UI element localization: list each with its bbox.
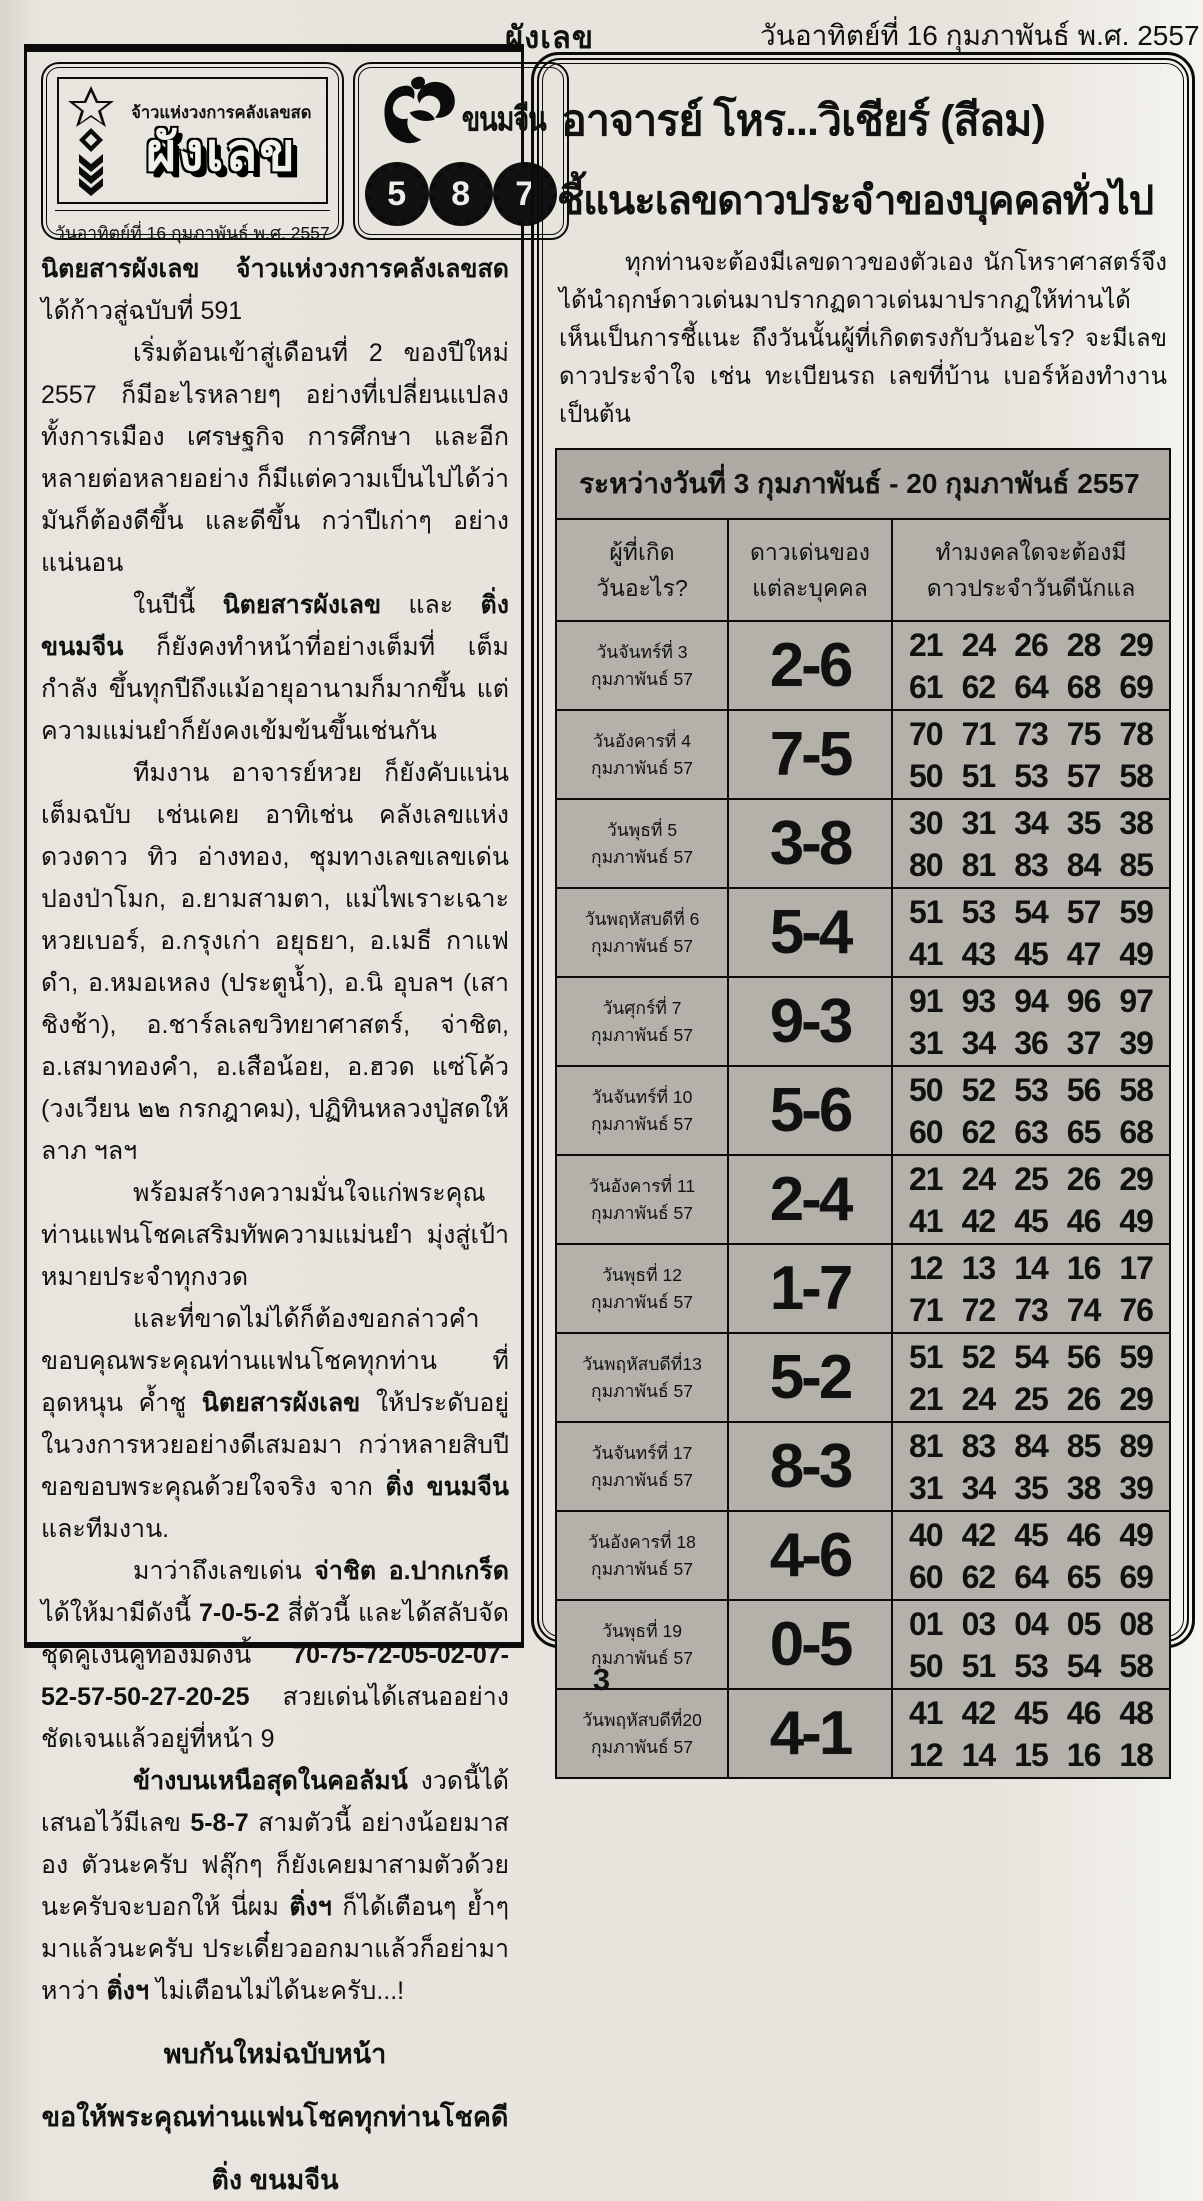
lucky-numbers-cell: 91 93 94 96 97 31 34 36 37 39 [909,982,1153,1061]
birthday-cell: วันพฤหัสบดีที่20 กุมภาพันธ์ 57 [582,1709,702,1757]
editorial-article [41,248,509,2012]
table-row [557,800,1169,889]
star-number-table [555,448,1171,1779]
lucky-numbers-cell: 21 24 25 26 29 41 42 45 46 49 [909,1160,1153,1239]
col-header-star-pair: ดาวเด่นของ แต่ละบุคคล [727,520,893,620]
gear-number: 5 [365,162,429,226]
table-row [557,1245,1169,1334]
lucky-numbers-cell: 41 42 45 46 48 12 14 15 16 18 [909,1694,1153,1773]
magazine-brand-box [57,77,328,204]
table-row [557,1690,1169,1777]
star-pair-cell: 5-2 [727,1334,893,1421]
table-row [557,889,1169,978]
page-header-date: วันอาทิตย์ที่ 16 กุมภาพันธ์ พ.ศ. 2557 [760,20,1200,51]
star-pair-cell: 3-8 [727,800,893,887]
birthday-cell: วันพุธที่ 5 กุมภาพันธ์ 57 [590,819,693,867]
lucky-numbers-cell: 30 31 34 35 38 80 81 83 84 85 [909,804,1153,883]
magazine-logo-box [41,62,344,243]
star-pair-cell: 4-1 [727,1690,893,1777]
birthday-cell: วันพฤหัสบดีที่13 กุมภาพันธ์ 57 [582,1353,702,1401]
birthday-cell: วันอังคารที่ 18 กุมภาพันธ์ 57 [588,1531,696,1579]
article-paragraph: นิตยสารผังเลข จ้าวแห่งวงการคลังเลขสด ได้ก้าวสู่ฉบับที่ 591 [41,255,509,325]
lucky-numbers-cell: 81 83 84 85 89 31 34 35 38 39 [909,1427,1153,1506]
birthday-cell: วันพุธที่ 19 กุมภาพันธ์ 57 [590,1620,693,1668]
star-pair-cell: 8-3 [727,1423,893,1510]
lucky-numbers-cell: 40 42 45 46 49 60 62 64 65 69 [909,1516,1153,1595]
left-column [24,44,546,2195]
article-paragraph: พร้อมสร้างความมั่นใจแก่พระคุณท่านแฟนโชคเสริมทัพความแม่นยำ มุ่งสู่เป้าหมายประจำทุกงวด [41,1179,509,1291]
closing-line: ขอให้พระคุณท่านแฟนโชคทุกท่านโชคดี [41,2102,509,2132]
gear-number: 7 [493,162,557,226]
table-row [557,711,1169,800]
table-row [557,1156,1169,1245]
star-pair-cell: 7-5 [727,711,893,798]
mascot-icon [376,75,460,162]
article-paragraph: เริ่มต้อนเข้าสู่เดือนที่ 2 ของปีใหม่ 2557 ก็มีอะไรหลายๆ อย่างที่เปลี่ยนแปลง ทั้งการเมือง เศรษฐกิจ การศึกษา และอีกหลายต่อหลายอย่าง ก็มีแต่ความเป็นไปได้ว่ามันก็ต้องดีขึ้น และดีขึ้น กว่าปีเก่าๆ อย่างแน่นอน [41,339,509,577]
star-pair-cell: 1-7 [727,1245,893,1332]
birthday-cell: วันอังคารที่ 4 กุมภาพันธ์ 57 [590,730,693,778]
star-pair-cell: 9-3 [727,978,893,1065]
lucky-numbers-cell: 70 71 73 75 78 50 51 53 57 58 [909,715,1153,794]
table-row [557,1423,1169,1512]
page-title: ผังเลข [505,20,595,55]
table-row [557,1512,1169,1601]
lucky-numbers-cell: 51 52 54 56 59 21 24 25 26 29 [909,1338,1153,1417]
star-pair-cell: 4-6 [727,1512,893,1599]
astrologer-title: อาจารย์ โหร...วิเชียร์ (สีลม) [561,97,1045,145]
table-row [557,978,1169,1067]
logo-row [41,62,546,243]
astrologer-subtitle: ชี้แนะเลขดาวประจำของบุคคลทั่วไป [557,179,1154,223]
table-row [557,1601,1169,1690]
star-pair-cell: 5-4 [727,889,893,976]
right-column [531,52,1195,1773]
table-row [557,622,1169,711]
columnist-name: ขนมจีน [461,99,546,138]
article-paragraph: ในปีนี้ นิตยสารผังเลข และ ติ่ง ขนมจีน ก็ยังคงทำหน้าที่อย่างเต็มที่ เต็มกำลัง ขึ้นทุกปีถึงแม้อายุอานามก็มากขึ้น แต่ความแม่นยำก็ยังคงเข้มข้นขึ้นเช่นกัน [41,591,509,745]
table-row [557,1067,1169,1156]
table-body [557,622,1169,1777]
col-header-lucky-numbers: ทำมงคลใดจะต้องมี ดาวประจำวันดีนักแล [926,539,1136,601]
article-paragraph: ทีมงาน อาจารย์หวย ก็ยังคับแน่นเต็มฉบับ เช่นเคย อาทิเช่น คลังเลขแห่งดวงดาว ทิว อ่างทอง, ชุมทางเลขเลขเด่น ปองป่าโมก, อ.ยามสามตา, แม่ไพเราะเฉาะหวยเบอร์, อ.กรุงเก่า อยุธยา, อ.เมธี กาแฟดำ, อ.หมอเหลง (ประตูน้ำ), อ.นิ อุบลฯ (เสาชิงช้า), อ.ชาร์ลเลขวิทยาศาสตร์, จ่าชิต, อ.เสมาทองคำ, อ.เสือน้อย, อ.ฮวด แซ่โค้ว (วงเวียน ๒๒ กรกฎาคม), ปฏิทินหลวงปู่สดให้ลาภ ฯลฯ [41,759,509,1165]
birthday-cell: วันอังคารที่ 11 กุมภาพันธ์ 57 [588,1175,696,1223]
star-pair-cell: 5-6 [727,1067,893,1154]
table-date-range-banner: ระหว่างวันที่ 3 กุมภาพันธ์ - 20 กุมภาพันธ์ 2557 [557,450,1169,520]
lucky-numbers-cell: 51 53 54 57 59 41 43 45 47 49 [909,893,1153,972]
article-closing [41,2032,509,2201]
article-paragraph: มาว่าถึงเลขเด่น จ่าชิต อ.ปากเกร็ด ได้ให้มามีดังนี้ 7-0-5-2 สี่ตัวนี้ และได้สลับจัดชุดคู่เงินคู่ทองมีดังนี้ 70-75-72-05-02-07-52-57-50-27-20-25 สวยเด่นได้เสนออย่างชัดเจนแล้วอยู่ที่หน้า 9 [41,1557,509,1753]
gear-number: 8 [429,162,493,226]
lucky-numbers-cell: 01 03 04 05 08 50 51 53 54 58 [909,1605,1153,1684]
table-row [557,1334,1169,1423]
magazine-logo-text: ผังเลข [145,124,297,183]
page-number: 3 [592,1662,611,1697]
birthday-cell: วันจันทร์ที่ 3 กุมภาพันธ์ 57 [590,641,693,689]
star-pair-cell: 2-4 [727,1156,893,1243]
birthday-cell: วันศุกร์ที่ 7 กุมภาพันธ์ 57 [590,997,693,1045]
article-paragraph: ข้างบนเหนือสุดในคอลัมน์ งวดนี้ได้เสนอไว้มีเลข 5-8-7 สามตัวนี้ อย่างน้อยมาสอง ตัวนะครับ ฟลุ๊กๆ ก็ยังเคยมาสามตัวด้วยนะครับจะบอกให้ นี่ผม ติ่งฯ ก็ได้เตือนๆ ย้ำๆ มาแล้วนะครับ ประเดี๋ยวออกมาแล้วก็อย่ามาหาว่า ติ่งฯ ไม่เตือนไม่ได้นะครับ...! [41,1767,510,2005]
birthday-cell: วันพุธที่ 12 กุมภาพันธ์ 57 [590,1264,693,1312]
birthday-cell: วันจันทร์ที่ 10 กุมภาพันธ์ 57 [590,1086,693,1134]
lucky-numbers-cell: 21 24 26 28 29 61 62 64 68 69 [909,626,1153,705]
magazine-tagline: จ้าวแห่งวงการคลังเลขสด [131,104,312,123]
magazine-issue-date: วันอาทิตย์ที่ 16 กุมภาพันธ์ พ.ศ. 2557 [55,210,330,253]
lucky-numbers-cell: 12 13 14 16 17 71 72 73 74 76 [909,1249,1153,1328]
lucky-numbers-cell: 50 52 53 56 58 60 62 63 65 68 [909,1071,1153,1150]
birthday-cell: วันจันทร์ที่ 17 กุมภาพันธ์ 57 [590,1442,693,1490]
astrologer-intro: ทุกท่านจะต้องมีเลขดาวของตัวเอง นักโหราศาสตร์จึงได้นำฤกษ์ดาวเด่นมาปรากฏดาวเด่นมาปรากฏให้ท่านได้เห็นเป็นการชี้แนะ ถึงวันนั้นผู้ที่เกิดตรงกับวันอะไร? จะมีเลขดาวประจำใจ เช่น ทะเบียนรถ เลขที่บ้าน เบอร์ห้องทำงาน เป็นต้น [559,249,1167,428]
closing-line: พบกันใหม่ฉบับหน้า [163,2039,387,2069]
article-paragraph: และที่ขาดไม่ได้ก็ต้องขอกล่าวคำขอบคุณพระคุณท่านแฟนโชคทุกท่าน ที่อุดหนุน ค้ำชู นิตยสารผังเลข ให้ประดับอยู่ในวงการหวยอย่างดีเสมอมา กว่าหลายสิบปี ขอขอบพระคุณด้วยใจจริง จาก ติ่ง ขนมจีน และทีมงาน. [41,1305,509,1543]
table-header-row [557,520,1169,622]
birthday-cell: วันพฤหัสบดีที่ 6 กุมภาพันธ์ 57 [584,908,700,956]
star-pair-cell: 2-6 [727,622,893,709]
closing-line: ติ่ง ขนมจีน [211,2165,339,2195]
star-pair-cell: 0-5 [727,1601,893,1688]
col-header-birthday: ผู้ที่เกิด วันอะไร? [596,539,688,601]
star-logo-icon [65,84,117,197]
